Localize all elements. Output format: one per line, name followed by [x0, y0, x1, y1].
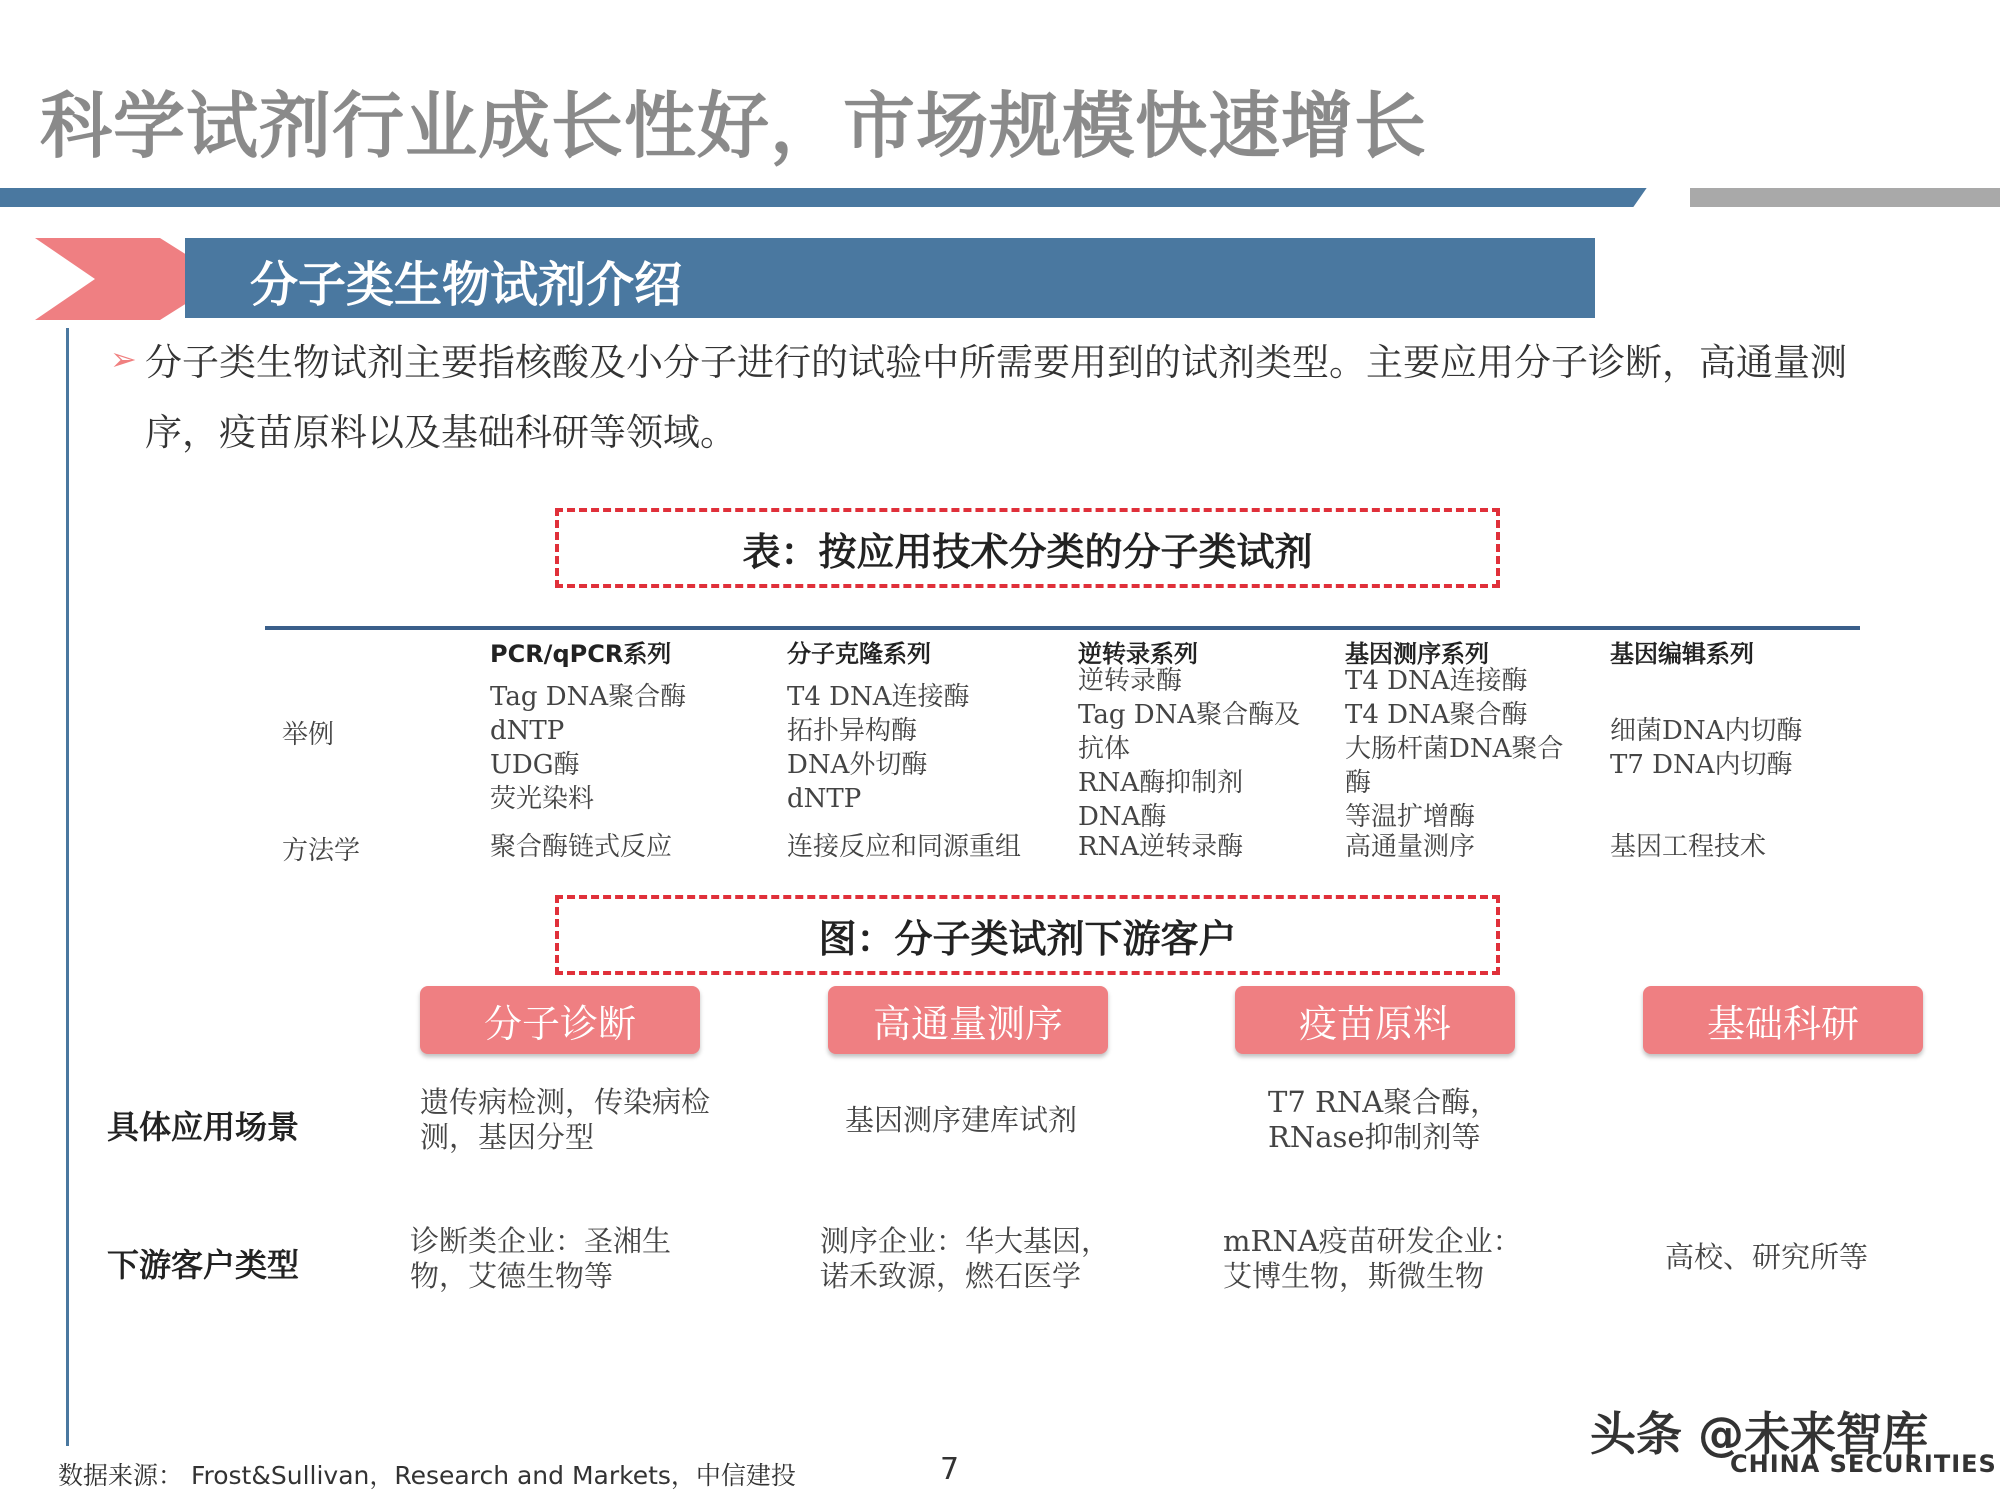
left-vertical-rule [66, 328, 69, 1446]
table-caption: 表：按应用技术分类的分子类试剂 [742, 529, 1313, 574]
data-source-note: 数据来源： Frost&Sullivan，Research and Markets，中信建投 [58, 1461, 796, 1490]
category-pill-diagnosis: 分子诊断 [420, 986, 700, 1054]
header-rule-blue [0, 188, 1660, 207]
row-label-examples: 举例 [282, 720, 335, 750]
table-cell: 拓扑异构酶 [787, 716, 918, 746]
figure-caption-box [555, 895, 1500, 975]
table-cell: Tag DNA聚合酶 [490, 682, 687, 712]
scene-cell-vaccine: T7 RNA聚合酶，RNase抑制剂等 [1268, 1085, 1500, 1154]
table-cell: DNA外切酶 [787, 750, 928, 780]
table-cell: 细菌DNA内切酶 [1610, 716, 1803, 746]
table-cell: RNA酶抑制剂 [1078, 768, 1244, 798]
column-header-sequencing: 基因测序系列 [1345, 640, 1489, 668]
customer-cell-sequencing: 测序企业：华大基因，诺禾致源，燃石医学 [820, 1224, 1111, 1293]
watermark-subtitle: CHINA SECURITIES [1730, 1450, 1997, 1478]
column-header-rt: 逆转录系列 [1078, 640, 1198, 668]
table-cell: 荧光染料 [490, 784, 595, 814]
figure-caption: 图：分子类试剂下游客户 [818, 916, 1237, 961]
table-cell: 酶 [1345, 768, 1372, 798]
table-cell: dNTP [787, 784, 862, 814]
column-header-cloning: 分子克隆系列 [787, 640, 931, 668]
header-rule-gray [1690, 188, 2000, 207]
table-cell: DNA酶 [1078, 802, 1167, 832]
category-pill-sequencing: 高通量测序 [828, 986, 1108, 1054]
table-cell: T4 DNA连接酶 [1345, 666, 1528, 696]
row-label-methods: 方法学 [282, 836, 361, 866]
page-title: 科学试剂行业成长性好，市场规模快速增长 [40, 84, 1428, 168]
table-cell: T7 DNA内切酶 [1610, 750, 1793, 780]
customer-cell-diagnosis: 诊断类企业：圣湘生物，艾德生物等 [410, 1224, 672, 1293]
customer-cell-research: 高校、研究所等 [1665, 1240, 1869, 1274]
column-examples-rt [1078, 664, 1300, 834]
section-title: 分子类生物试剂介绍 [250, 257, 683, 313]
category-pill-vaccine: 疫苗原料 [1235, 986, 1515, 1054]
customer-cell-vaccine: mRNA疫苗研发企业：艾博生物，斯微生物 [1223, 1224, 1522, 1293]
column-header-pcr: PCR/qPCR系列 [490, 640, 672, 668]
page-number: 7 [940, 1452, 960, 1487]
table-cell: 等温扩增酶 [1345, 802, 1476, 832]
intro-paragraph: 分子类生物试剂主要指核酸及小分子进行的试验中所需要用到的试剂类型。主要应用分子诊断，高通量测序，疫苗原料以及基础科研等领域。 [145, 341, 1847, 454]
column-examples-cloning [787, 680, 970, 816]
table-cell: dNTP [490, 716, 565, 746]
column-examples-editing [1610, 714, 1802, 782]
table-cell: 抗体 [1078, 734, 1131, 764]
table-cell: 逆转录酶 [1078, 666, 1183, 696]
scene-row-label: 具体应用场景 [107, 1108, 300, 1146]
table-caption-box [555, 508, 1500, 588]
column-header-editing: 基因编辑系列 [1610, 640, 1754, 668]
table-cell: Tag DNA聚合酶及 [1078, 700, 1301, 730]
table-top-rule [265, 626, 1860, 630]
column-method-rt: RNA逆转录酶 [1078, 832, 1244, 862]
scene-cell-diagnosis: 遗传病检测，传染病检测，基因分型 [420, 1085, 711, 1154]
column-examples-sequencing [1345, 664, 1563, 834]
table-cell: T4 DNA聚合酶 [1345, 700, 1528, 730]
column-method-pcr: 聚合酶链式反应 [490, 832, 673, 862]
table-cell: 大肠杆菌DNA聚合 [1345, 734, 1564, 764]
table-cell: UDG酶 [490, 750, 580, 780]
customer-row-label: 下游客户类型 [107, 1246, 300, 1284]
scene-cell-sequencing: 基因测序建库试剂 [845, 1103, 1078, 1137]
bullet-arrow-icon: ➢ [110, 340, 137, 378]
table-cell: T4 DNA连接酶 [787, 682, 970, 712]
column-examples-pcr [490, 680, 686, 816]
column-method-cloning: 连接反应和同源重组 [787, 832, 1022, 862]
watermark: 头条 @未来智库 [1590, 1407, 1929, 1461]
column-method-editing: 基因工程技术 [1610, 832, 1767, 862]
column-method-sequencing: 高通量测序 [1345, 832, 1476, 862]
category-pill-research: 基础科研 [1643, 986, 1923, 1054]
